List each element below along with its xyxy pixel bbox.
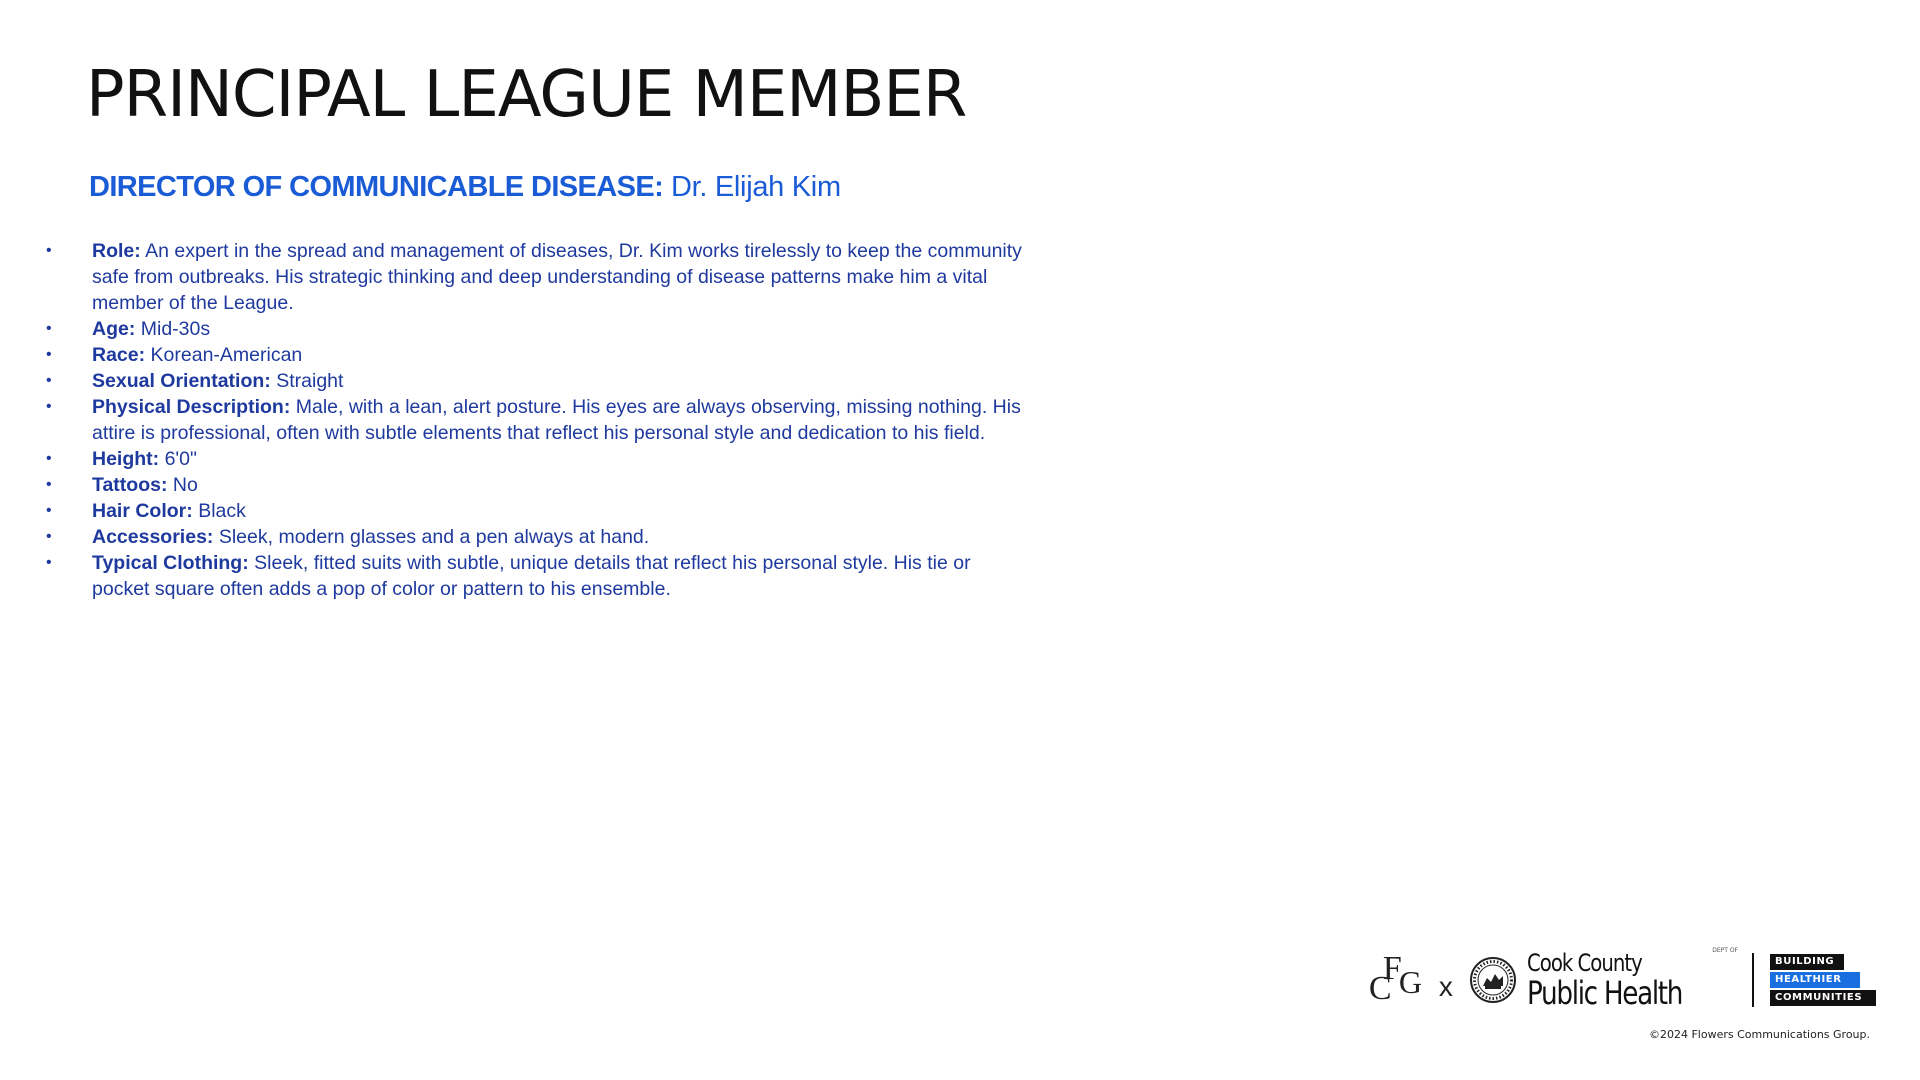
bullet-value: An expert in the spread and management of diseases, Dr. Kim works tirelessly to keep the community safe from outbreaks. His strategic thinking and deep understanding of disease patterns make him a vital member of the League. xyxy=(92,240,1022,314)
bullet-icon: • xyxy=(46,346,52,363)
cook-county-public-health-logo xyxy=(1526,947,1738,1012)
list-item xyxy=(44,498,1024,524)
bullet-icon: • xyxy=(46,450,52,467)
bullet-value: Sleek, fitted suits with subtle, unique details that reflect his personal style. His tie or pocket square often adds a pop of color or pattern to his ensemble. xyxy=(92,552,971,600)
bullet-value: Straight xyxy=(276,370,344,392)
bullet-key: Tattoos: xyxy=(92,474,168,496)
page-title: PRINCIPAL LEAGUE MEMBER xyxy=(86,58,967,132)
bullet-icon: • xyxy=(46,242,52,259)
bullet-icon: • xyxy=(46,528,52,545)
list-item xyxy=(44,368,1024,394)
bullet-value: Sleek, modern glasses and a pen always at hand. xyxy=(218,526,650,548)
footer-logos xyxy=(1368,947,1876,1012)
bhc-line1: BUILDING xyxy=(1770,954,1844,970)
list-item xyxy=(44,342,1024,368)
bullet-icon: • xyxy=(46,476,52,493)
bullet-value: Korean-American xyxy=(150,344,303,366)
building-healthier-communities-logo xyxy=(1770,954,1876,1006)
list-item xyxy=(44,550,1024,602)
bullet-value: Male, with a lean, alert posture. His eyes are always observing, missing nothing. His attire is professional, often with subtle elements that reflect his personal style and dedication to his field. xyxy=(92,396,1021,444)
subtitle-label: DIRECTOR OF COMMUNICABLE DISEASE: xyxy=(89,171,664,203)
logo-divider xyxy=(1752,953,1754,1007)
list-item xyxy=(44,472,1024,498)
list-item xyxy=(44,524,1024,550)
bullet-icon: • xyxy=(46,398,52,415)
bullet-key: Accessories: xyxy=(92,526,214,548)
bullet-icon: • xyxy=(46,320,52,337)
bullet-key: Sexual Orientation: xyxy=(92,370,271,392)
bullet-icon: • xyxy=(46,372,52,389)
county-seal-icon xyxy=(1469,956,1517,1004)
bullet-value: No xyxy=(172,474,198,496)
cchp-dept: DEPT OF xyxy=(1712,947,1738,954)
subtitle xyxy=(89,171,841,204)
list-item xyxy=(44,394,1024,446)
bullet-key: Hair Color: xyxy=(92,500,193,522)
fcg-logo-c: C xyxy=(1368,970,1392,1007)
copyright-notice: ©2024 Flowers Communications Group. xyxy=(1648,1028,1870,1041)
bullet-icon: • xyxy=(46,502,52,519)
bhc-line3: COMMUNITIES xyxy=(1770,990,1876,1006)
list-item xyxy=(44,238,1024,316)
bullet-key: Physical Description: xyxy=(92,396,291,418)
fcg-logo-g: G xyxy=(1398,964,1422,1000)
cchp-line2: Public Health xyxy=(1526,974,1682,1012)
fcg-logo xyxy=(1369,952,1425,1008)
bullet-key: Age: xyxy=(92,318,136,340)
list-item xyxy=(44,316,1024,342)
cchp-line1: Cook County xyxy=(1526,949,1642,977)
bullet-key: Role: xyxy=(92,240,141,262)
list-item xyxy=(44,446,1024,472)
bullet-value: Black xyxy=(198,500,246,522)
bullet-value: Mid-30s xyxy=(140,318,211,340)
bullet-key: Race: xyxy=(92,344,146,366)
bhc-line2: HEALTHIER xyxy=(1770,972,1860,988)
logo-separator: x xyxy=(1438,971,1453,1002)
fcg-logo-f: F xyxy=(1382,950,1402,987)
bullet-key: Typical Clothing: xyxy=(92,552,249,574)
bullet-key: Height: xyxy=(92,448,160,470)
profile-bullet-list xyxy=(44,238,1024,602)
bullet-icon: • xyxy=(46,554,52,571)
subtitle-name: Dr. Elijah Kim xyxy=(670,171,841,203)
bullet-value: 6'0" xyxy=(164,448,197,470)
